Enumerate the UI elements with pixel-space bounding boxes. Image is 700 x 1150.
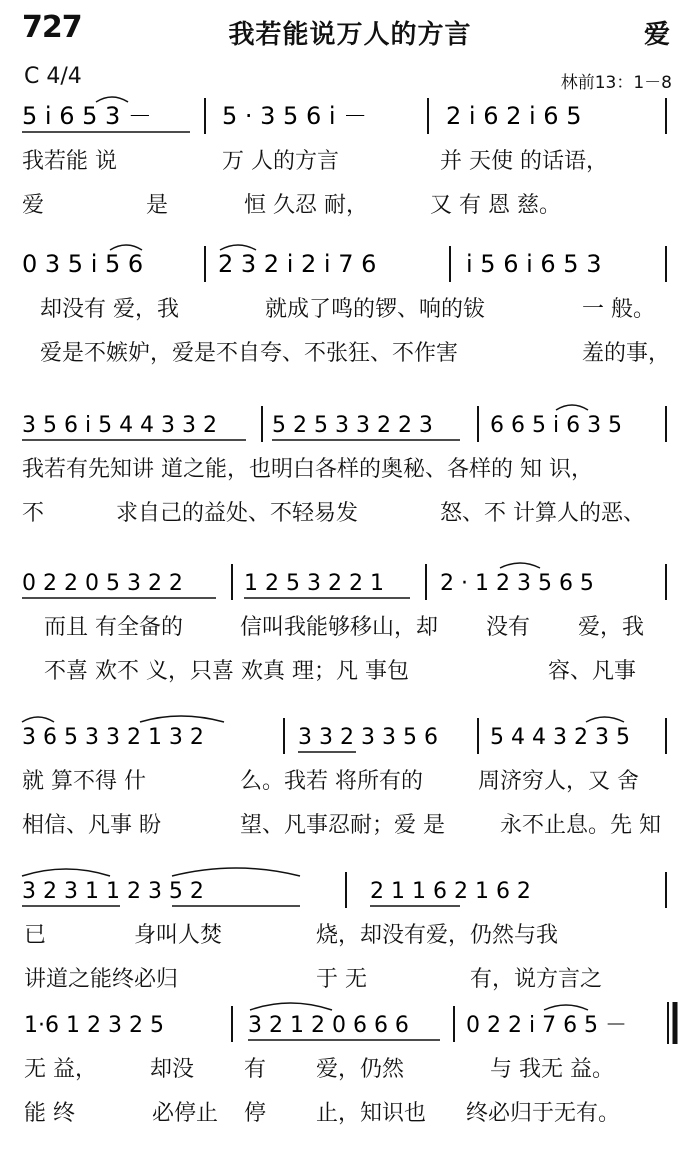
lyric-segment: 求自己的益处、不轻易发 [116,501,359,526]
lyric-segment: 有，说方言之 [470,967,603,992]
hymn-title: 我若能说万人的方言 [228,20,472,50]
notation-staff [0,712,700,762]
verse-2-lyrics [0,188,700,222]
lyric-segment: 相信、凡事 盼 [22,813,161,838]
music-system-6 [0,866,700,1016]
lyric-segment: 爱，我 [578,615,645,640]
slur [586,717,624,722]
verse-1-lyrics [0,918,700,952]
measure: 2 i 6 2 i 6 5 [446,102,582,130]
verse-2-lyrics [0,808,700,842]
scripture-reference: 林前13：1－8 [560,73,672,93]
measure: 0 3 5 i 5 6 [22,250,144,278]
notation-staff [0,866,700,916]
lyric-segment: 已 [24,923,47,948]
verse-1-lyrics [0,144,700,178]
measure: 1·6 1 2 3 2 5 [24,1013,164,1038]
lyric-segment: 没有 [486,615,531,640]
measure: 5 4 4 3 2 3 5 [490,725,630,750]
hymn-number: 727 [22,10,82,45]
verse-2-lyrics [0,1096,700,1130]
lyric-segment: 身叫人焚 [134,923,223,948]
slur [250,1003,332,1010]
music-system-7 [0,1000,700,1150]
verse-2-lyrics [0,654,700,688]
notation-row [0,1000,700,1050]
lyric-segment: 停 [244,1101,267,1126]
lyric-segment: 就 算不得 什 [22,769,146,794]
lyric-segment: 却没 [150,1057,195,1082]
measure: 0 2 2 i 7 6 5 － [466,1013,628,1038]
lyric-segment: 止，知识也 [316,1101,427,1126]
verse-1-lyrics [0,764,700,798]
measure: 3 2 1 2 0 6 6 6 [248,1013,409,1038]
lyric-segment: 不喜 欢不 义，只喜 欢真 理；凡 事包 [44,659,409,684]
measure: 3 5 6 i 5 4 4 3 3 2 [22,413,218,438]
lyric-segment: 爱是不嫉妒，爱是不自夸、不张狂、不作害 [40,341,459,366]
notation-staff [0,558,700,608]
measure: 5 i 6 5 3 － [22,102,152,130]
notation-row [0,712,700,762]
lyric-segment: 于 无 [316,967,367,992]
lyric-segment: 必停止 [152,1101,219,1126]
verse-2-lyrics [0,336,700,370]
lyric-segment: 不 [22,501,45,526]
lyric-segment: 与 我无 益。 [490,1057,614,1082]
measure: 1 2 5 3 2 2 1 [244,571,384,596]
notation-row [0,92,700,142]
lyric-segment: 我若能 说 [22,149,117,174]
lyric-segment: 一 般。 [582,297,655,322]
lyric-segment: 是 [146,193,169,218]
lyric-segment: 爱 [22,193,45,218]
slur [22,869,110,876]
measure: 5 2 5 3 3 2 2 3 [272,413,433,438]
notation-row [0,240,700,290]
hymn-category: 爱 [643,20,670,50]
measure: 3 3 2 3 3 5 6 [298,725,438,750]
measure: 5 · 3 5 6 i － [222,102,368,130]
lyric-segment: 恒 久忍 耐， [244,193,368,218]
lyric-segment: 能 终 [24,1101,75,1126]
lyric-segment: 又 有 恩 慈。 [430,193,561,218]
lyric-segment: 而且 有全备的 [44,615,183,640]
lyric-segment: 烧，却没有爱，仍然与我 [316,923,559,948]
notation-staff [0,1000,700,1050]
lyric-segment: 爱，仍然 [316,1057,405,1082]
measure: 3 6 5 3 3 2 1 3 2 [22,725,204,750]
lyric-segment: 无 益， [24,1057,97,1082]
lyric-segment: 么。我若 将所有的 [240,769,423,794]
lyric-segment: 周济穷人，又 舍 [478,769,639,794]
music-system-1 [0,92,700,242]
lyric-segment: 永不止息。先 知 [500,813,661,838]
key-signature: C 4/4 [24,64,82,89]
lyric-segment: 终必归于无有。 [466,1101,621,1126]
measure: 2 · 1 2 3 5 6 5 [440,571,594,596]
notation-row [0,400,700,450]
verse-1-lyrics [0,452,700,486]
lyric-segment: 并 天使 的话语， [440,149,608,174]
lyric-segment: 信叫我能够移山，却 [240,615,439,640]
verse-1-lyrics [0,1052,700,1086]
verse-1-lyrics [0,610,700,644]
lyric-segment: 羞的事， [582,341,671,366]
slur [172,868,300,876]
notation-staff [0,400,700,450]
measure: i 5 6 i 6 5 3 [466,250,602,278]
music-system-5 [0,712,700,862]
lyric-segment: 却没有 爱，我 [40,297,179,322]
music-system-3 [0,400,700,550]
verse-2-lyrics [0,962,700,996]
notation-row [0,866,700,916]
measure: 6 6 5 i 6 3 5 [490,413,623,438]
lyric-segment: 望、凡事忍耐；爱 是 [240,813,445,838]
slur [544,1005,588,1010]
measure: 2 1 1 6 2 1 6 2 [370,879,531,904]
lyric-segment: 有 [244,1057,267,1082]
slur [556,405,588,410]
notation-staff [0,92,700,142]
slur [140,716,224,722]
notation-row [0,558,700,608]
measure: 0 2 2 0 5 3 2 2 [22,571,183,596]
measure: 3 2 3 1 1 2 3 5 2 [22,879,204,904]
lyric-segment: 容、凡事 [548,659,637,684]
verse-1-lyrics [0,292,700,326]
lyric-segment: 就成了鸣的锣、响的钹 [265,297,486,322]
lyric-segment: 我若有先知讲 道之能，也明白各样的奥秘、各样的 知 识， [22,457,593,482]
lyric-segment: 讲道之能终必归 [24,967,179,992]
music-system-2 [0,240,700,390]
slur [22,717,54,722]
verse-2-lyrics [0,496,700,530]
measure: 2 3 2 i 2 i 7 6 [218,250,377,278]
lyric-segment: 怒、不 计算人的恶、 [440,501,645,526]
notation-staff [0,240,700,290]
slur [500,563,540,568]
lyric-segment: 万 人的方言 [222,149,339,174]
music-system-4 [0,558,700,708]
